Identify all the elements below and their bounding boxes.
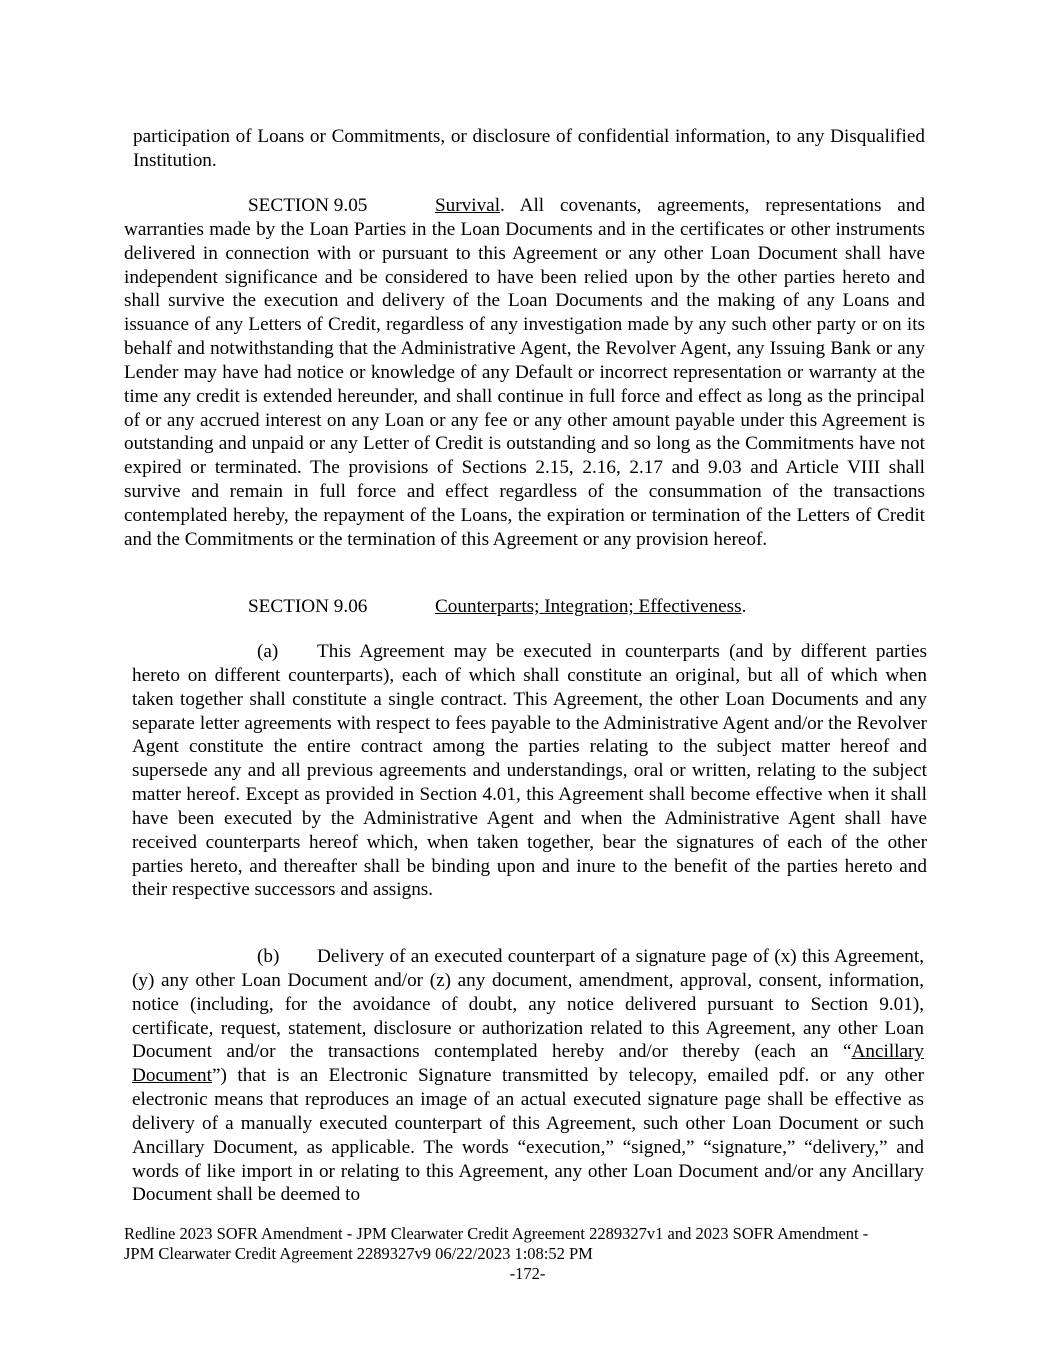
page-number-text: -172- xyxy=(509,1264,546,1283)
paragraph-b-text-after: ”) that is an Electronic Signature transmitted by telecopy, emailed pdf. or any other electronic means that reproduces an image of an actual executed signature page shall be effective as delivery of a manually executed counterpart of this Agreement, such other Loan Document or such Ancillary Document, as applicable. The words “execution,” “signed,” “signature,” “delivery,” and words of like import in or relating to this Agreement, any other Loan Document and/or any Ancillary Document shall be deemed to xyxy=(132,1065,924,1206)
page-number xyxy=(0,1264,1055,1284)
section-9-06-title: Counterparts; Integration; Effectiveness xyxy=(435,596,742,617)
section-9-05-title-punct: . xyxy=(500,195,505,216)
footer-line-2: JPM Clearwater Credit Agreement 2289327v9 06/22/2023 1:08:52 PM xyxy=(124,1243,593,1263)
section-9-05-number: SECTION 9.05 xyxy=(248,195,368,216)
paragraph-a-label: (a) xyxy=(257,641,279,662)
section-9-05-body: All covenants, agreements, representations and warranties made by the Loan Parties in the Loan Documents and in the certificates or other instruments delivered in connection with or pursuant to this Agreement or any other Loan Document shall have independent significance and be considered to have been relied upon by the other parties hereto and shall survive the execution and delivery of the Loan Documents and the making of any Loans and issuance of any Letters of Credit, regardless of any investigation made by any such other party or on its behalf and notwithstanding that the Administrative Agent, the Revolver Agent, any Issuing Bank or any Lender may have had notice or knowledge of any Default or incorrect representation or warranty at the time any credit is extended hereunder, and shall continue in full force and effect as long as the principal of or any accrued interest on any Loan or any fee or any other amount payable under this Agreement is outstanding and unpaid or any Letter of Credit is outstanding and so long as the Commitments have not expired or terminated. The provisions of Sections 2.15, 2.16, 2.17 and 9.03 and Article VIII shall survive and remain in full force and effect regardless of the consummation of the transactions contemplated hereby, the repayment of the Loans, the expiration or termination of the Letters of Credit and the Commitments or the termination of this Agreement or any provision hereof. xyxy=(124,195,925,550)
redline-footer xyxy=(124,1224,934,1263)
continuation-paragraph xyxy=(133,125,925,173)
paragraph-a-text: This Agreement may be executed in counterparts (and by different parties hereto on different counterparts), each of which shall constitute an original, but all of which when taken together shall constitute a single contract. This Agreement, the other Loan Documents and any separate letter agreements with respect to fees payable to the Administrative Agent and/or the Revolver Agent constitute the entire contract among the parties relating to the subject matter hereof and supersede any and all previous agreements and understandings, oral or written, relating to the subject matter hereof. Except as provided in Section 4.01, this Agreement shall become effective when it shall have been executed by the Administrative Agent and when the Administrative Agent shall have received counterparts hereof which, when taken together, bear the signatures of each of the other parties hereto, and thereafter shall be binding upon and inure to the benefit of the parties hereto and their respective successors and assigns. xyxy=(132,641,927,901)
section-9-05-title: Survival xyxy=(435,195,501,216)
section-9-05 xyxy=(124,194,925,552)
section-9-06-title-punct: . xyxy=(741,596,747,617)
paragraph-b-label: (b) xyxy=(257,946,280,967)
paragraph-b-text-before: Delivery of an executed counterpart of a signature page of (x) this Agreement, (y) any other Loan Document and/or (z) any document, amendment, approval, consent, information, notice (including, for the avoidance of doubt, any notice delivered pursuant to Section 9.01), certificate, request, statement, disclosure or authorization related to this Agreement, any other Loan Document and/or the transactions contemplated hereby and/or thereby (each an “ xyxy=(132,946,924,1063)
section-9-06-heading xyxy=(124,595,925,619)
continuation-text: participation of Loans or Commitments, or disclosure of confidential information, to any Disqualified Institution. xyxy=(133,126,925,171)
footer-line-1: Redline 2023 SOFR Amendment - JPM Clearwater Credit Agreement 2289327v1 and 2023 SOFR Amendment - xyxy=(124,1224,869,1243)
paragraph-a xyxy=(132,640,927,902)
section-9-06-number: SECTION 9.06 xyxy=(248,596,368,617)
paragraph-b xyxy=(132,945,924,1207)
defined-term-ancillary-document: Ancillary Document xyxy=(132,1041,924,1087)
